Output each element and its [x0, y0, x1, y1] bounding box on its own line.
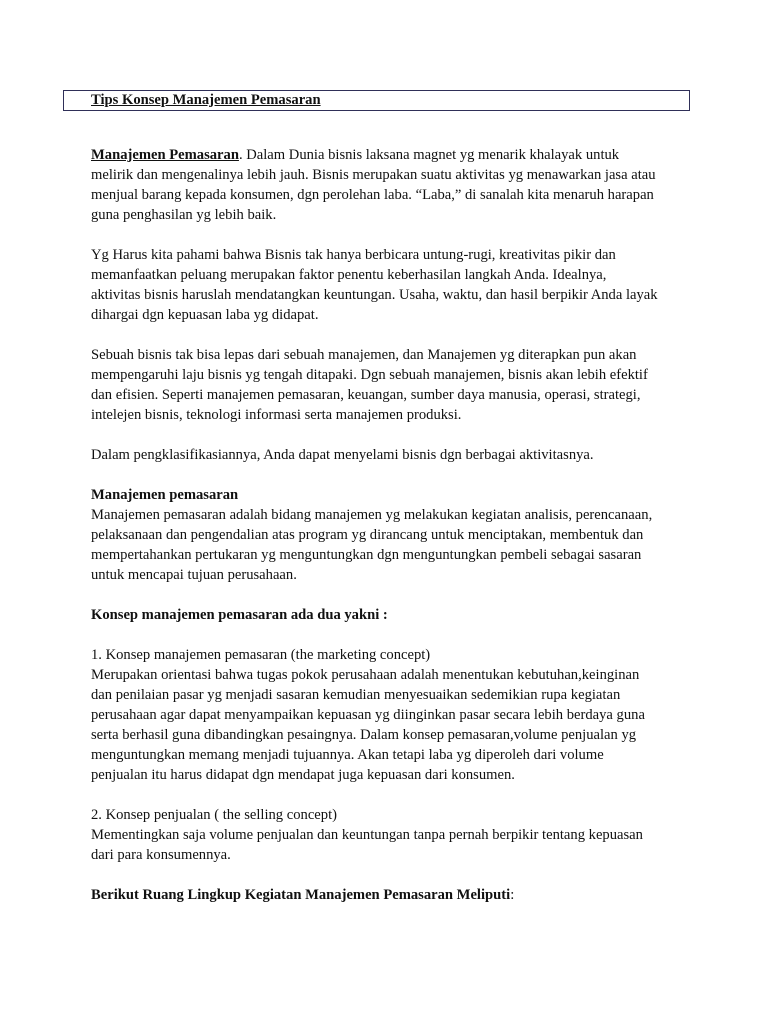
paragraph-line: dihargai dgn kepuasan laba yg didapat.: [91, 307, 319, 323]
paragraph-line: [91, 885, 711, 905]
paragraph-line: Mementingkan saja volume penjualan dan keuntungan tanpa pernah berpikir tentang kepuasan: [91, 827, 643, 843]
paragraph-line: guna penghasilan yg lebih baik.: [91, 207, 277, 223]
paragraph-gap: [91, 465, 711, 485]
document-title: Tips Konsep Manajemen Pemasaran: [91, 92, 321, 108]
paragraph-line: menjual barang kepada konsumen, dgn perolehan laba. “Laba,” di sanalah kita menaruh harapan: [91, 187, 654, 203]
title-box: [63, 90, 690, 111]
paragraph-gap: [91, 865, 711, 885]
heading-colon: :: [510, 887, 515, 903]
section-konsep-heading: [91, 605, 711, 625]
paragraph-line: pelaksanaan dan pengendalian atas program yg dirancang untuk menciptakan, membentuk dan: [91, 527, 644, 543]
concept-heading: 1. Konsep manajemen pemasaran (the marketing concept): [91, 647, 431, 663]
paragraph-line: melirik dan mengenalinya lebih jauh. Bisnis merupakan suatu aktivitas yg menawarkan jasa atau: [91, 167, 656, 183]
paragraph-line: penjualan itu harus didapat dgn mendapat juga kepuasan dari konsumen.: [91, 767, 515, 783]
paragraph-gap: [91, 785, 711, 805]
paragraph-line: Manajemen pemasaran adalah bidang manajemen yg melakukan kegiatan analisis, perencanaan,: [91, 507, 653, 523]
paragraph-line: dan efisien. Seperti manajemen pemasaran, keuangan, sumber daya manusia, operasi, strategi,: [91, 387, 641, 403]
paragraph-klasifikasi: [91, 445, 711, 465]
paragraph-line: dan penilaian pasar yg menjadi sasaran kemudian menyesuaikan sedemikian rupa kegiatan: [91, 687, 621, 703]
paragraph-gap: [91, 425, 711, 445]
paragraph-line: dari para konsumennya.: [91, 847, 231, 863]
section-heading: Manajemen pemasaran: [91, 487, 239, 503]
section-ruang-lingkup: [91, 885, 711, 905]
concept-selling: [91, 805, 711, 865]
paragraph-intro: [91, 145, 711, 225]
paragraph-gap: [91, 585, 711, 605]
section-heading: Berikut Ruang Lingkup Kegiatan Manajemen Pemasaran Meliputi: [91, 887, 511, 903]
intro-first-line-rest: . Dalam Dunia bisnis laksana magnet yg menarik khalayak untuk: [238, 147, 620, 163]
paragraph-line: Yg Harus kita pahami bahwa Bisnis tak hanya berbicara untung-rugi, kreativitas pikir dan: [91, 247, 616, 263]
paragraph-bisnis: [91, 245, 711, 325]
section-heading: Konsep manajemen pemasaran ada dua yakni :: [91, 607, 388, 623]
paragraph-line: mempertahankan pertukaran yg menguntungkan dgn menguntungkan pembeli sebagai sasaran: [91, 547, 642, 563]
document-body: [91, 145, 711, 905]
paragraph-line: serta berhasil guna dibandingkan pesaingnya. Dalam konsep pemasaran,volume penjualan yg: [91, 727, 637, 743]
paragraph-line: perusahaan agar dapat menyampaikan kepuasan yg diinginkan pasar secara lebih berdaya guna: [91, 707, 645, 723]
paragraph-line: [91, 145, 711, 165]
paragraph-gap: [91, 225, 711, 245]
paragraph-line: intelejen bisnis, teknologi informasi serta manajemen produksi.: [91, 407, 462, 423]
paragraph-line: menguntungkan memang menjadi tujuannya. Akan tetapi laba yg diperoleh dari volume: [91, 747, 604, 763]
paragraph-line: Merupakan orientasi bahwa tugas pokok perusahaan adalah menentukan kebutuhan,keinginan: [91, 667, 640, 683]
intro-lead-term: Manajemen Pemasaran: [91, 147, 239, 163]
paragraph-line: Dalam pengklasifikasiannya, Anda dapat menyelami bisnis dgn berbagai aktivitasnya.: [91, 447, 594, 463]
concept-heading: 2. Konsep penjualan ( the selling concept): [91, 807, 337, 823]
concept-marketing: [91, 645, 711, 785]
section-manajemen-pemasaran: [91, 485, 711, 585]
paragraph-line: aktivitas bisnis haruslah mendatangkan keuntungan. Usaha, waktu, dan hasil berpikir Anda layak: [91, 287, 658, 303]
paragraph-manajemen: [91, 345, 711, 425]
paragraph-line: memanfaatkan peluang merupakan faktor penentu keberhasilan langkah Anda. Idealnya,: [91, 267, 607, 283]
paragraph-line: untuk mencapai tujuan perusahaan.: [91, 567, 297, 583]
paragraph-line: mempengaruhi laju bisnis yg tengah ditapaki. Dgn sebuah manajemen, bisnis akan lebih efektif: [91, 367, 648, 383]
paragraph-gap: [91, 325, 711, 345]
paragraph-line: Sebuah bisnis tak bisa lepas dari sebuah manajemen, dan Manajemen yg diterapkan pun akan: [91, 347, 637, 363]
paragraph-gap: [91, 625, 711, 645]
